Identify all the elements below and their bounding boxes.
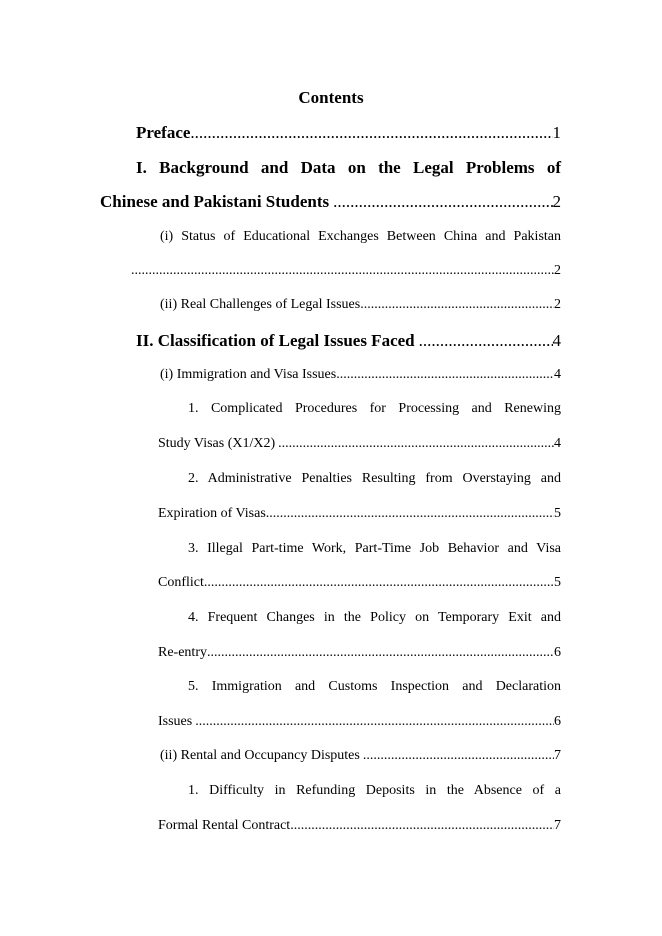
toc-entry-item4-line1[interactable]: 4. Frequent Changes in the Policy on Temporary Exit and: [188, 610, 561, 625]
toc-entry-preface[interactable]: [136, 121, 561, 145]
toc-entry-part2[interactable]: [136, 329, 561, 353]
toc-entry-label: Conflict: [158, 575, 204, 590]
toc-entry-item3[interactable]: [158, 573, 561, 593]
dot-leader: [290, 816, 554, 836]
toc-page-number: 7: [554, 748, 561, 763]
toc-entry-label: (ii) Rental and Occupancy Disputes: [160, 748, 360, 763]
toc-entry-sec2-i[interactable]: [160, 365, 561, 385]
toc-page-number: 6: [554, 714, 561, 729]
dot-leader: [278, 434, 554, 454]
toc-entry-label: II. Classification of Legal Issues Faced: [136, 331, 415, 350]
toc-page-number: 2: [554, 297, 561, 312]
dot-leader: [336, 365, 554, 385]
toc-entry-label: Preface: [136, 123, 191, 142]
toc-entry-label: Chinese and Pakistani Students: [100, 192, 330, 211]
toc-page-number: 6: [554, 645, 561, 660]
dot-leader: [190, 121, 552, 145]
dot-leader: [360, 295, 554, 315]
toc-page-number: 2: [554, 263, 561, 278]
toc-entry-label: (i) Immigration and Visa Issues: [160, 367, 337, 382]
toc-entry-item4[interactable]: [158, 643, 561, 663]
toc-entry-item6-line1[interactable]: 1. Difficulty in Refunding Deposits in the Absence of a: [188, 783, 561, 798]
toc-entry-sec1-i-line1[interactable]: (i) Status of Educational Exchanges Between China and Pakistan: [160, 229, 561, 244]
dot-leader: [204, 573, 554, 593]
toc-entry-label: Re-entry: [158, 645, 207, 660]
toc-page-number: 7: [554, 818, 561, 833]
toc-entry-item3-line1[interactable]: 3. Illegal Part-time Work, Part-Time Job Behavior and Visa: [188, 541, 561, 556]
dot-leader: [207, 643, 554, 663]
dot-leader: [131, 261, 554, 281]
dot-leader: [266, 504, 554, 524]
toc-entry-label: Study Visas (X1/X2): [158, 436, 276, 451]
toc-page-number: 4: [554, 367, 561, 382]
toc-page-number: 1: [552, 123, 561, 142]
toc-entry-sec2-ii[interactable]: [160, 746, 561, 766]
toc-entry-item2-line1[interactable]: 2. Administrative Penalties Resulting from Overstaying and: [188, 471, 561, 486]
toc-page-number: 2: [552, 192, 561, 211]
toc-entry-label: Issues: [158, 714, 193, 729]
toc-page-number: 4: [552, 331, 561, 350]
toc-entry-item5[interactable]: [158, 712, 561, 732]
toc-entry-sec1-i[interactable]: [131, 261, 561, 281]
toc-entry-item1[interactable]: [158, 434, 561, 454]
toc-entry-label: Formal Rental Contract: [158, 818, 291, 833]
toc-page-number: 5: [554, 575, 561, 590]
toc-entry-item5-line1[interactable]: 5. Immigration and Customs Inspection and Declaration: [188, 679, 561, 694]
contents-title: Contents: [298, 88, 364, 107]
toc-entry-label: Expiration of Visas: [158, 506, 266, 521]
toc-entry-part1-line1[interactable]: I. Background and Data on the Legal Problems of: [136, 158, 561, 177]
toc-entry-part1[interactable]: [100, 190, 561, 214]
toc-entry-sec1-ii[interactable]: [160, 295, 561, 315]
toc-entry-item6[interactable]: [158, 816, 561, 836]
toc-entry-item1-line1[interactable]: 1. Complicated Procedures for Processing and Renewing: [188, 401, 561, 416]
dot-leader: [333, 190, 552, 214]
toc-page-number: 5: [554, 506, 561, 521]
dot-leader: [419, 329, 553, 353]
dot-leader: [363, 746, 554, 766]
toc-page-number: 4: [554, 436, 561, 451]
toc-entry-item2[interactable]: [158, 504, 561, 524]
dot-leader: [195, 712, 554, 732]
toc-entry-label: (ii) Real Challenges of Legal Issues: [160, 297, 361, 312]
